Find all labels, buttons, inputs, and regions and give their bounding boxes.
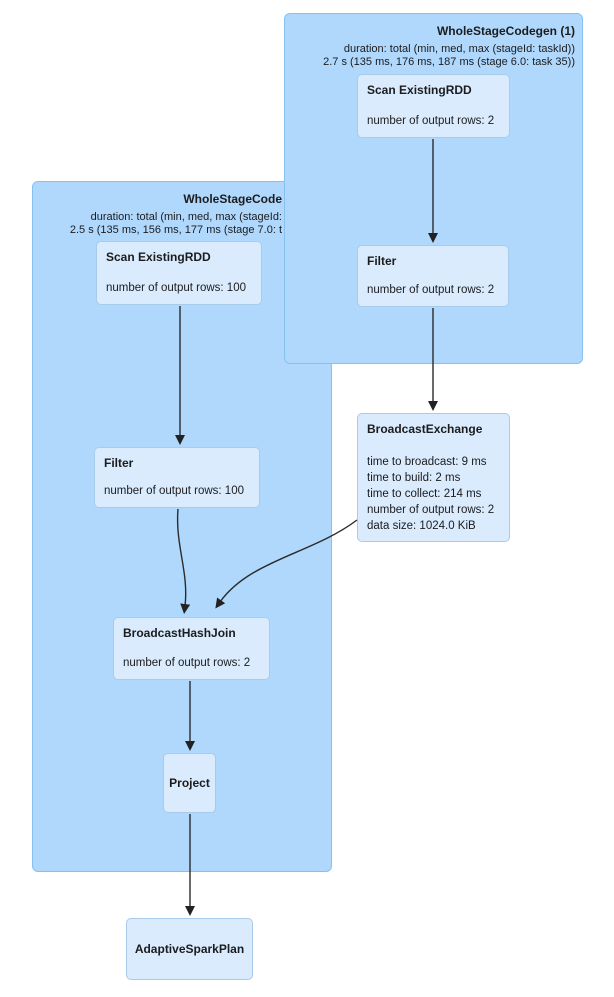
node-title: Project	[169, 776, 210, 790]
node-scan-existingrdd-2	[96, 241, 262, 305]
node-metric: data size: 1024.0 KiB	[367, 520, 476, 532]
cluster-wholestagecodegen-1	[284, 13, 583, 364]
node-filter-2	[94, 447, 260, 508]
cluster-duration	[285, 43, 575, 69]
node-metric: number of output rows: 100	[106, 282, 246, 294]
node-title: Filter	[104, 456, 134, 470]
node-title: Scan ExistingRDD	[106, 250, 211, 264]
node-metric: time to build: 2 ms	[367, 472, 461, 484]
node-title: Scan ExistingRDD	[367, 83, 472, 97]
node-metric: number of output rows: 2	[367, 115, 495, 127]
node-broadcast-exchange	[357, 413, 510, 542]
node-scan-existingrdd-1	[357, 74, 510, 138]
node-metric: number of output rows: 2	[367, 504, 495, 516]
node-adaptive-spark-plan	[126, 918, 253, 980]
node-title: BroadcastHashJoin	[123, 626, 236, 640]
node-metric: number of output rows: 2	[367, 284, 495, 296]
cluster-duration-line2: 2.7 s (135 ms, 176 ms, 187 ms (stage 6.0: task 35))	[323, 56, 575, 68]
node-metric: time to collect: 214 ms	[367, 488, 482, 500]
node-filter-1	[357, 245, 509, 307]
cluster-duration	[33, 211, 282, 237]
node-metric-list	[367, 454, 500, 534]
node-metric: number of output rows: 2	[123, 657, 251, 669]
cluster-duration-line1: duration: total (min, med, max (stageId:	[90, 211, 282, 223]
node-project	[163, 753, 216, 813]
node-metric: number of output rows: 100	[104, 485, 244, 497]
cluster-duration-line1: duration: total (min, med, max (stageId: taskId))	[343, 43, 575, 55]
node-metric: time to broadcast: 9 ms	[367, 456, 487, 468]
cluster-duration-line2: 2.5 s (135 ms, 156 ms, 177 ms (stage 7.0: t	[69, 224, 282, 236]
node-title: Filter	[367, 254, 397, 268]
cluster-title: WholeStageCodegen (1)	[436, 24, 575, 38]
cluster-title: WholeStageCode	[183, 192, 282, 206]
node-broadcast-hash-join	[113, 617, 270, 680]
node-title: AdaptiveSparkPlan	[134, 942, 245, 956]
node-title: BroadcastExchange	[367, 422, 483, 436]
